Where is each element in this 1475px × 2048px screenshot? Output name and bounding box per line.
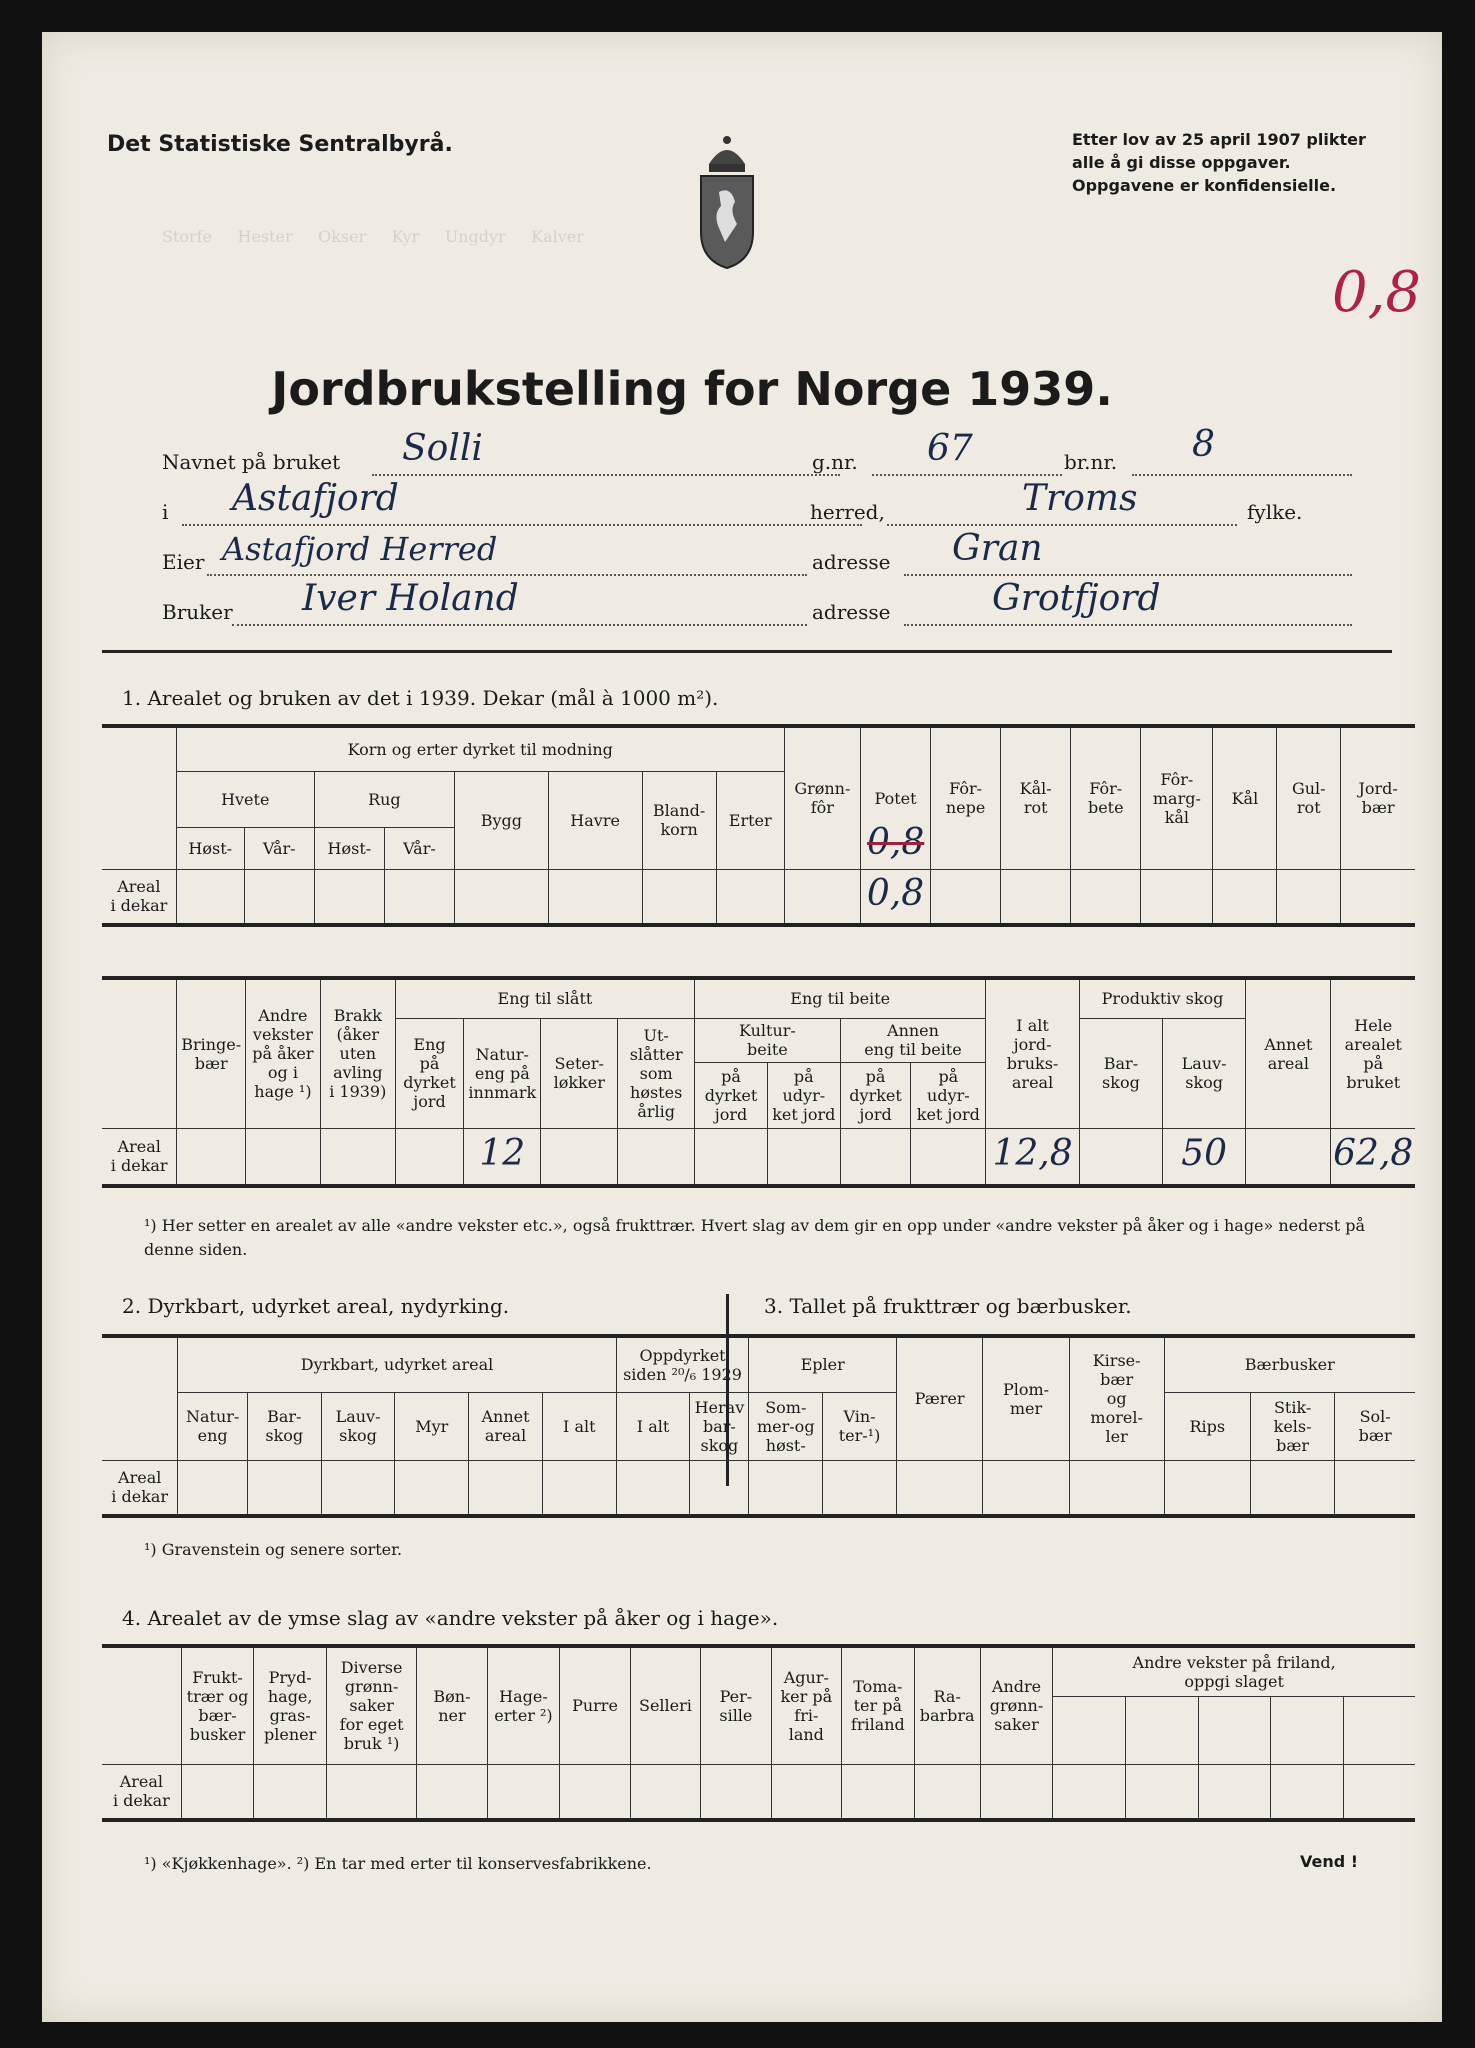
hele-arealet-header: Hele arealet på bruket [1331, 978, 1415, 1128]
section4-table [102, 1644, 1415, 1822]
organization-name: Det Statistiske Sentralbyrå. [107, 132, 453, 157]
rug-var-header: Vår- [384, 827, 454, 869]
margin-note: 0,8 [1332, 260, 1422, 325]
plommer-header: Plom- mer [983, 1336, 1069, 1460]
cell-input[interactable] [1053, 1764, 1126, 1820]
rug-header: Rug [314, 771, 454, 827]
brnr-line [1132, 474, 1352, 476]
cell-input[interactable] [178, 1460, 248, 1516]
cell-input[interactable] [247, 1460, 321, 1516]
hageerter-header: Hage- erter ²) [487, 1646, 560, 1764]
s2-annet-header: Annet areal [469, 1392, 543, 1460]
cell-input[interactable] [487, 1764, 560, 1820]
hvete-var-header: Vår- [244, 827, 314, 869]
row-label-header [102, 1336, 178, 1460]
cell-input[interactable] [541, 1128, 618, 1186]
baerbusker-header: Bærbusker [1164, 1336, 1415, 1392]
paerer-header: Pærer [896, 1336, 982, 1460]
cell-input[interactable] [177, 1128, 246, 1186]
stikkelsbaer-header: Stik- kels- bær [1250, 1392, 1334, 1460]
s2-natureng-header: Natur- eng [178, 1392, 248, 1460]
cell-input[interactable] [181, 1764, 254, 1820]
gnr-label: g.nr. [812, 450, 858, 474]
cell-input[interactable] [911, 1128, 986, 1186]
tomater-header: Toma- ter på friland [842, 1646, 915, 1764]
potet-value: 0,8 [866, 872, 925, 914]
eng-til-beite-header: Eng til beite [695, 978, 986, 1018]
cell-input[interactable] [560, 1764, 630, 1820]
friland-slot[interactable] [1053, 1696, 1126, 1764]
produktiv-skog-header: Produktiv skog [1079, 978, 1245, 1018]
section2-3-table [102, 1334, 1415, 1518]
norway-coat-of-arms-icon [697, 132, 757, 276]
cell-input[interactable] [1125, 1764, 1198, 1820]
bruker-value[interactable]: Iver Holand [302, 578, 519, 619]
row-label: Areal i dekar [102, 1460, 178, 1516]
cell-input[interactable] [823, 1460, 897, 1516]
bonner-header: Bøn- ner [417, 1646, 487, 1764]
adresse2-value[interactable]: Grotfjord [992, 578, 1161, 619]
cell-input[interactable] [842, 1764, 915, 1820]
section1-table-a [102, 724, 1415, 927]
cell-input[interactable] [784, 869, 860, 925]
cell-input[interactable] [1001, 869, 1071, 925]
adresse1-line [904, 574, 1352, 576]
cell-input[interactable] [616, 1460, 690, 1516]
cell-input[interactable] [618, 1128, 695, 1186]
agurker-header: Agur- ker på fri- land [771, 1646, 841, 1764]
section1-table-b [102, 976, 1415, 1188]
cell-input[interactable] [749, 1460, 823, 1516]
section2-heading: 2. Dyrkbart, udyrket areal, nydyrking. [122, 1294, 510, 1318]
cell-input[interactable] [983, 1460, 1069, 1516]
cell-input[interactable] [1069, 1460, 1164, 1516]
section1-footnote: ¹) Her setter en arealet av alle «andre vekster etc.», også frukttrær. Hvert slag av dem gir en opp under «andre vekster på åker og i hage» nederst på denne siden. [144, 1216, 1366, 1259]
cell-input[interactable] [245, 1128, 320, 1186]
section4-footnote: ¹) «Kjøkkenhage». ²) En tar med erter til konservesfabrikkene. [144, 1854, 652, 1873]
cell-input[interactable] [395, 1128, 464, 1186]
form-title: Jordbrukstelling for Norge 1939. [271, 362, 1113, 416]
rips-header: Rips [1164, 1392, 1250, 1460]
kultur-dyrket-header: på dyrket jord [695, 1062, 768, 1128]
cell-input[interactable] [314, 869, 384, 925]
cell-input[interactable] [1164, 1460, 1250, 1516]
hvete-host-header: Høst- [176, 827, 244, 869]
diverse-header: Diverse grønn- saker for eget bruk ¹) [326, 1646, 416, 1764]
hele-value-cell[interactable] [1331, 1128, 1415, 1186]
selleri-header: Selleri [630, 1646, 700, 1764]
herred-line [182, 524, 862, 526]
rabarbra-header: Ra- barbra [914, 1646, 980, 1764]
bringebaer-header: Bringe- bær [177, 978, 246, 1128]
andre-gronnsaker-header: Andre grønn- saker [980, 1646, 1053, 1764]
cell-input[interactable] [326, 1764, 416, 1820]
epler-sommer-header: Som- mer-og høst- [749, 1392, 823, 1460]
i-label: i [162, 500, 169, 524]
adresse2-line [904, 624, 1352, 626]
navnet-label: Navnet på bruket [162, 450, 341, 474]
cell-input[interactable] [914, 1764, 980, 1820]
cell-input[interactable] [1141, 869, 1213, 925]
cell-input[interactable] [254, 1764, 327, 1820]
divider [102, 650, 1392, 653]
s2-barskog-header: Bar- skog [247, 1392, 321, 1460]
epler-header: Epler [749, 1336, 897, 1392]
cell-input[interactable] [642, 869, 716, 925]
hvete-header: Hvete [176, 771, 314, 827]
lauvskog-value-cell[interactable] [1163, 1128, 1246, 1186]
cell-input[interactable] [1341, 869, 1415, 925]
vend-label: Vend ! [1300, 1852, 1359, 1871]
section4-heading: 4. Arealet av de ymse slag av «andre vekster på åker og i hage». [122, 1606, 779, 1630]
gronnfor-header: Grønn- fôr [784, 726, 860, 869]
gulrot-header: Gul- rot [1277, 726, 1341, 869]
cell-input[interactable] [695, 1128, 768, 1186]
hele-value: 62,8 [1333, 1132, 1414, 1174]
eng-til-slatt-header: Eng til slått [395, 978, 694, 1018]
section1-heading: 1. Arealet og bruken av det i 1939. Dekar (mål à 1000 m²). [122, 686, 719, 710]
cell-input[interactable] [896, 1460, 982, 1516]
row-label: Areal i dekar [102, 1128, 177, 1186]
row-label-header [102, 726, 176, 869]
korn-group-header: Korn og erter dyrket til modning [176, 726, 784, 771]
kirsebaer-header: Kirse- bær og morel- ler [1069, 1336, 1164, 1460]
andre-friland-header: Andre vekster på friland, oppgi slaget [1053, 1646, 1415, 1696]
oppdyrket-header: Oppdyrket siden ²⁰/₆ 1929 [616, 1336, 749, 1392]
cell-input[interactable] [690, 1460, 749, 1516]
kal-header: Kål [1213, 726, 1277, 869]
utslatter-header: Ut- slåtter som høstes årlig [618, 1018, 695, 1128]
rug-host-header: Høst- [314, 827, 384, 869]
bruker-line [232, 624, 807, 626]
andre-vekster-header: Andre vekster på åker og i hage ¹) [245, 978, 320, 1128]
i-alt-value-cell[interactable] [986, 1128, 1080, 1186]
friland-slot[interactable] [1271, 1696, 1344, 1764]
adresse1-label: adresse [812, 550, 891, 574]
gnr-line [872, 474, 1062, 476]
cell-input[interactable] [417, 1764, 487, 1820]
friland-slot[interactable] [1343, 1696, 1415, 1764]
navnet-value[interactable]: Solli [402, 428, 483, 469]
cell-input[interactable] [1071, 869, 1141, 925]
kalrot-header: Kål- rot [1001, 726, 1071, 869]
form-page [42, 32, 1442, 2022]
forbete-header: Fôr- bete [1071, 726, 1141, 869]
dyrkbart-header: Dyrkbart, udyrket areal [178, 1336, 616, 1392]
erter-header: Erter [716, 771, 784, 869]
brakk-header: Brakk (åker uten avling i 1939) [320, 978, 395, 1128]
s2-i-alt-header: I alt [542, 1392, 616, 1460]
cell-input[interactable] [176, 869, 244, 925]
bygg-header: Bygg [454, 771, 548, 869]
adresse2-label: adresse [812, 600, 891, 624]
kultur-udyrket-header: på udyr- ket jord [767, 1062, 840, 1128]
cell-input[interactable] [1343, 1764, 1415, 1820]
lauvskog-header: Lauv- skog [1163, 1018, 1246, 1128]
cell-input[interactable] [1246, 1128, 1331, 1186]
annet-areal-header: Annet areal [1246, 978, 1331, 1128]
eier-value[interactable]: Astafjord Herred [222, 530, 498, 568]
brnr-value[interactable]: 8 [1192, 424, 1215, 465]
s2-myr-header: Myr [395, 1392, 469, 1460]
bleed-through-text: Storfe Hester Okser Kyr Ungdyr Kalver [162, 227, 584, 246]
row-label-header [102, 978, 177, 1128]
row-label: Areal i dekar [102, 869, 176, 925]
gnr-value[interactable]: 67 [927, 428, 973, 469]
cell-input[interactable] [1271, 1764, 1344, 1820]
cell-input[interactable] [542, 1460, 616, 1516]
annen-dyrket-header: på dyrket jord [840, 1062, 911, 1128]
jordbaer-header: Jord- bær [1341, 726, 1415, 869]
section2-footnote: ¹) Gravenstein og senere sorter. [144, 1540, 403, 1559]
cell-input[interactable] [931, 869, 1001, 925]
cell-input[interactable] [716, 869, 784, 925]
annen-eng-header: Annen eng til beite [840, 1018, 986, 1062]
s2-oppdyrket-i-alt-header: I alt [616, 1392, 690, 1460]
eng-dyrket-header: Eng på dyrket jord [395, 1018, 464, 1128]
natureng-header: Natur- eng på innmark [464, 1018, 541, 1128]
brnr-label: br.nr. [1064, 450, 1118, 474]
fylke-value[interactable]: Troms [1022, 478, 1138, 519]
cell-input[interactable] [1079, 1128, 1162, 1186]
cell-input[interactable] [1335, 1460, 1415, 1516]
bruker-label: Bruker [162, 600, 233, 624]
frukttraer-header: Frukt- trær og bær- busker [181, 1646, 254, 1764]
formargkal-header: Fôr- marg- kål [1141, 726, 1213, 869]
cell-input[interactable] [1277, 869, 1341, 925]
blandkorn-header: Bland- korn [642, 771, 716, 869]
cell-input[interactable] [548, 869, 642, 925]
navnet-line [372, 474, 840, 476]
cell-input[interactable] [244, 869, 314, 925]
natureng-value: 12 [479, 1132, 526, 1174]
prydhage-header: Pryd- hage, gras- plener [254, 1646, 327, 1764]
cell-input[interactable] [980, 1764, 1053, 1820]
cell-input[interactable] [767, 1128, 840, 1186]
annen-udyrket-header: på udyr- ket jord [911, 1062, 986, 1128]
potet-value-cell[interactable] [860, 869, 930, 925]
s2-lauvskog-header: Lauv- skog [321, 1392, 395, 1460]
cell-input[interactable] [454, 869, 548, 925]
cell-input[interactable] [384, 869, 454, 925]
fylke-label: fylke. [1247, 500, 1303, 524]
section3-heading: 3. Tallet på frukttrær og bærbusker. [764, 1294, 1132, 1318]
purre-header: Purre [560, 1646, 630, 1764]
friland-slot[interactable] [1125, 1696, 1198, 1764]
barskog-header: Bar- skog [1079, 1018, 1162, 1128]
fylke-line [887, 524, 1237, 526]
eier-label: Eier [162, 550, 205, 574]
lauvskog-value: 50 [1181, 1132, 1228, 1174]
herred-value[interactable]: Astafjord [232, 478, 399, 519]
cell-input[interactable] [321, 1460, 395, 1516]
i-alt-jord-header: I alt jord- bruks- areal [986, 978, 1080, 1128]
cell-input[interactable] [320, 1128, 395, 1186]
friland-slot[interactable] [1198, 1696, 1271, 1764]
potet-header: Potet [860, 726, 930, 869]
persille-header: Per- sille [701, 1646, 771, 1764]
cell-input[interactable] [395, 1460, 469, 1516]
cell-input[interactable] [771, 1764, 841, 1820]
natureng-value-cell[interactable] [464, 1128, 541, 1186]
s2-herav-barskog-header: Herav bar- skog [690, 1392, 749, 1460]
cell-input[interactable] [701, 1764, 771, 1820]
cell-input[interactable] [630, 1764, 700, 1820]
seterlokker-header: Seter- løkker [541, 1018, 618, 1128]
cell-input[interactable] [1250, 1460, 1334, 1516]
row-label: Areal i dekar [102, 1764, 181, 1820]
eier-line [207, 574, 807, 576]
epler-vinter-header: Vin- ter-¹) [823, 1392, 897, 1460]
i-alt-value: 12,8 [992, 1132, 1073, 1174]
cell-input[interactable] [840, 1128, 911, 1186]
herred-label: herred, [810, 500, 885, 524]
potet-struck-value: 0,8 [867, 822, 925, 863]
kulturbeite-header: Kultur- beite [695, 1018, 841, 1062]
cell-input[interactable] [469, 1460, 543, 1516]
cell-input[interactable] [1213, 869, 1277, 925]
row-label-header [102, 1646, 181, 1764]
havre-header: Havre [548, 771, 642, 869]
cell-input[interactable] [1198, 1764, 1271, 1820]
law-notice: Etter lov av 25 april 1907 plikter alle å gi disse oppgaver. Oppgavene er konfidensielle. [1072, 130, 1366, 195]
solbaer-header: Sol- bær [1335, 1392, 1415, 1460]
fornepe-header: Fôr- nepe [931, 726, 1001, 869]
adresse1-value[interactable]: Gran [952, 528, 1043, 569]
